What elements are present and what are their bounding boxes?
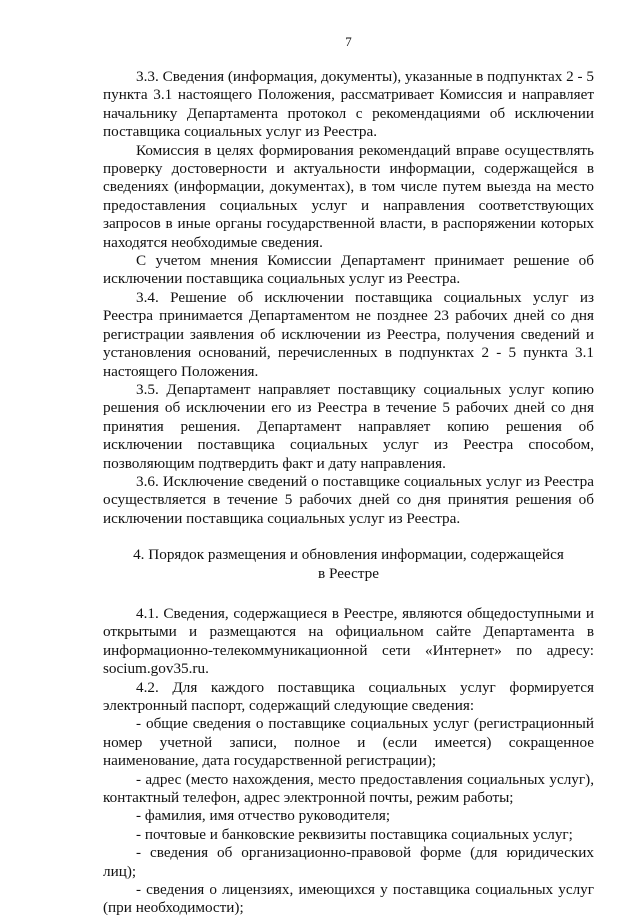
paragraph-3-6: 3.6. Исключение сведений о поставщике социальных услуг из Реестра осуществляется в течение 5 рабочих дней со дня принятия решения об исключении поставщика социальных услуг из Реестра. bbox=[103, 472, 594, 527]
section-4-heading-line-1: 4. Порядок размещения и обновления информации, содержащейся bbox=[133, 546, 564, 564]
list-item-address: - адрес (место нахождения, место предоставления социальных услуг), контактный телефон, адрес электронной почты, режим работы; bbox=[103, 770, 594, 807]
list-item-licenses: - сведения о лицензиях, имеющихся у поставщика социальных услуг (при необходимости); bbox=[103, 881, 594, 917]
paragraph-commission-rights: Комиссия в целях формирования рекомендаций вправе осуществлять проверку достоверности и актуальности информации, содержащейся в сведениях (информации, документах), в том числе путем выезда на место предоставления социальных услуг и направления соответствующих запросов в иные органы государственной власти, в распоряжении которых находятся необходимые сведения. bbox=[103, 141, 594, 251]
paragraph-4-2: 4.2. Для каждого поставщика социальных услуг формируется электронный паспорт, содержащий следующие сведения: bbox=[103, 678, 594, 714]
section-4-heading-line-2: в Реестре bbox=[318, 564, 379, 582]
list-item-head-name: - фамилия, имя отчество руководителя; bbox=[136, 807, 391, 825]
list-item-legal-form: - сведения об организационно-правовой форме (для юридических лиц); bbox=[103, 844, 594, 880]
paragraph-3-5: 3.5. Департамент направляет поставщику социальных услуг копию решения об исключении его из Реестра в течение 5 рабочих дней со дня принятия решения. Департамент направляет копию решения об исключении поставщика социальных услуг из Реестра способом, позволяющим подтвердить факт и дату направления. bbox=[103, 380, 594, 472]
section-4-heading bbox=[103, 546, 594, 583]
paragraph-3-4: 3.4. Решение об исключении поставщика социальных услуг из Реестра принимается Департаментом не позднее 23 рабочих дней со дня регистрации заявления об исключении из Реестра, получения сведений и установления оснований, перечисленных в подпунктах 2 - 5 пункта 3.1 настоящего Положения. bbox=[103, 288, 594, 380]
list-item-bank-details: - почтовые и банковские реквизиты поставщика социальных услуг; bbox=[136, 825, 573, 843]
paragraph-4-1: 4.1. Сведения, содержащиеся в Реестре, являются общедоступными и открытыми и размещаются на официальном сайте Департамента в информационно-телекоммуникационной сети «Интернет» по адресу: socium.gov35.ru. bbox=[103, 604, 594, 678]
list-item-general-info: - общие сведения о поставщике социальных услуг (регистрационный номер учетной записи, полное и (если имеется) сокращенное наименование, дата государственной регистрации); bbox=[103, 715, 594, 770]
paragraph-department-decision: С учетом мнения Комиссии Департамент принимает решение об исключении поставщика социальных услуг из Реестра. bbox=[103, 252, 594, 288]
section-4 bbox=[103, 605, 594, 918]
section-3-continued bbox=[103, 68, 594, 528]
page-number: 7 bbox=[345, 34, 352, 49]
paragraph-3-3: 3.3. Сведения (информация, документы), указанные в подпунктах 2 - 5 пункта 3.1 настоящего Положения, рассматривает Комиссия и направляет начальнику Департамента протокол с рекомендациями об исключении поставщика социальных услуг из Реестра. bbox=[103, 68, 594, 141]
